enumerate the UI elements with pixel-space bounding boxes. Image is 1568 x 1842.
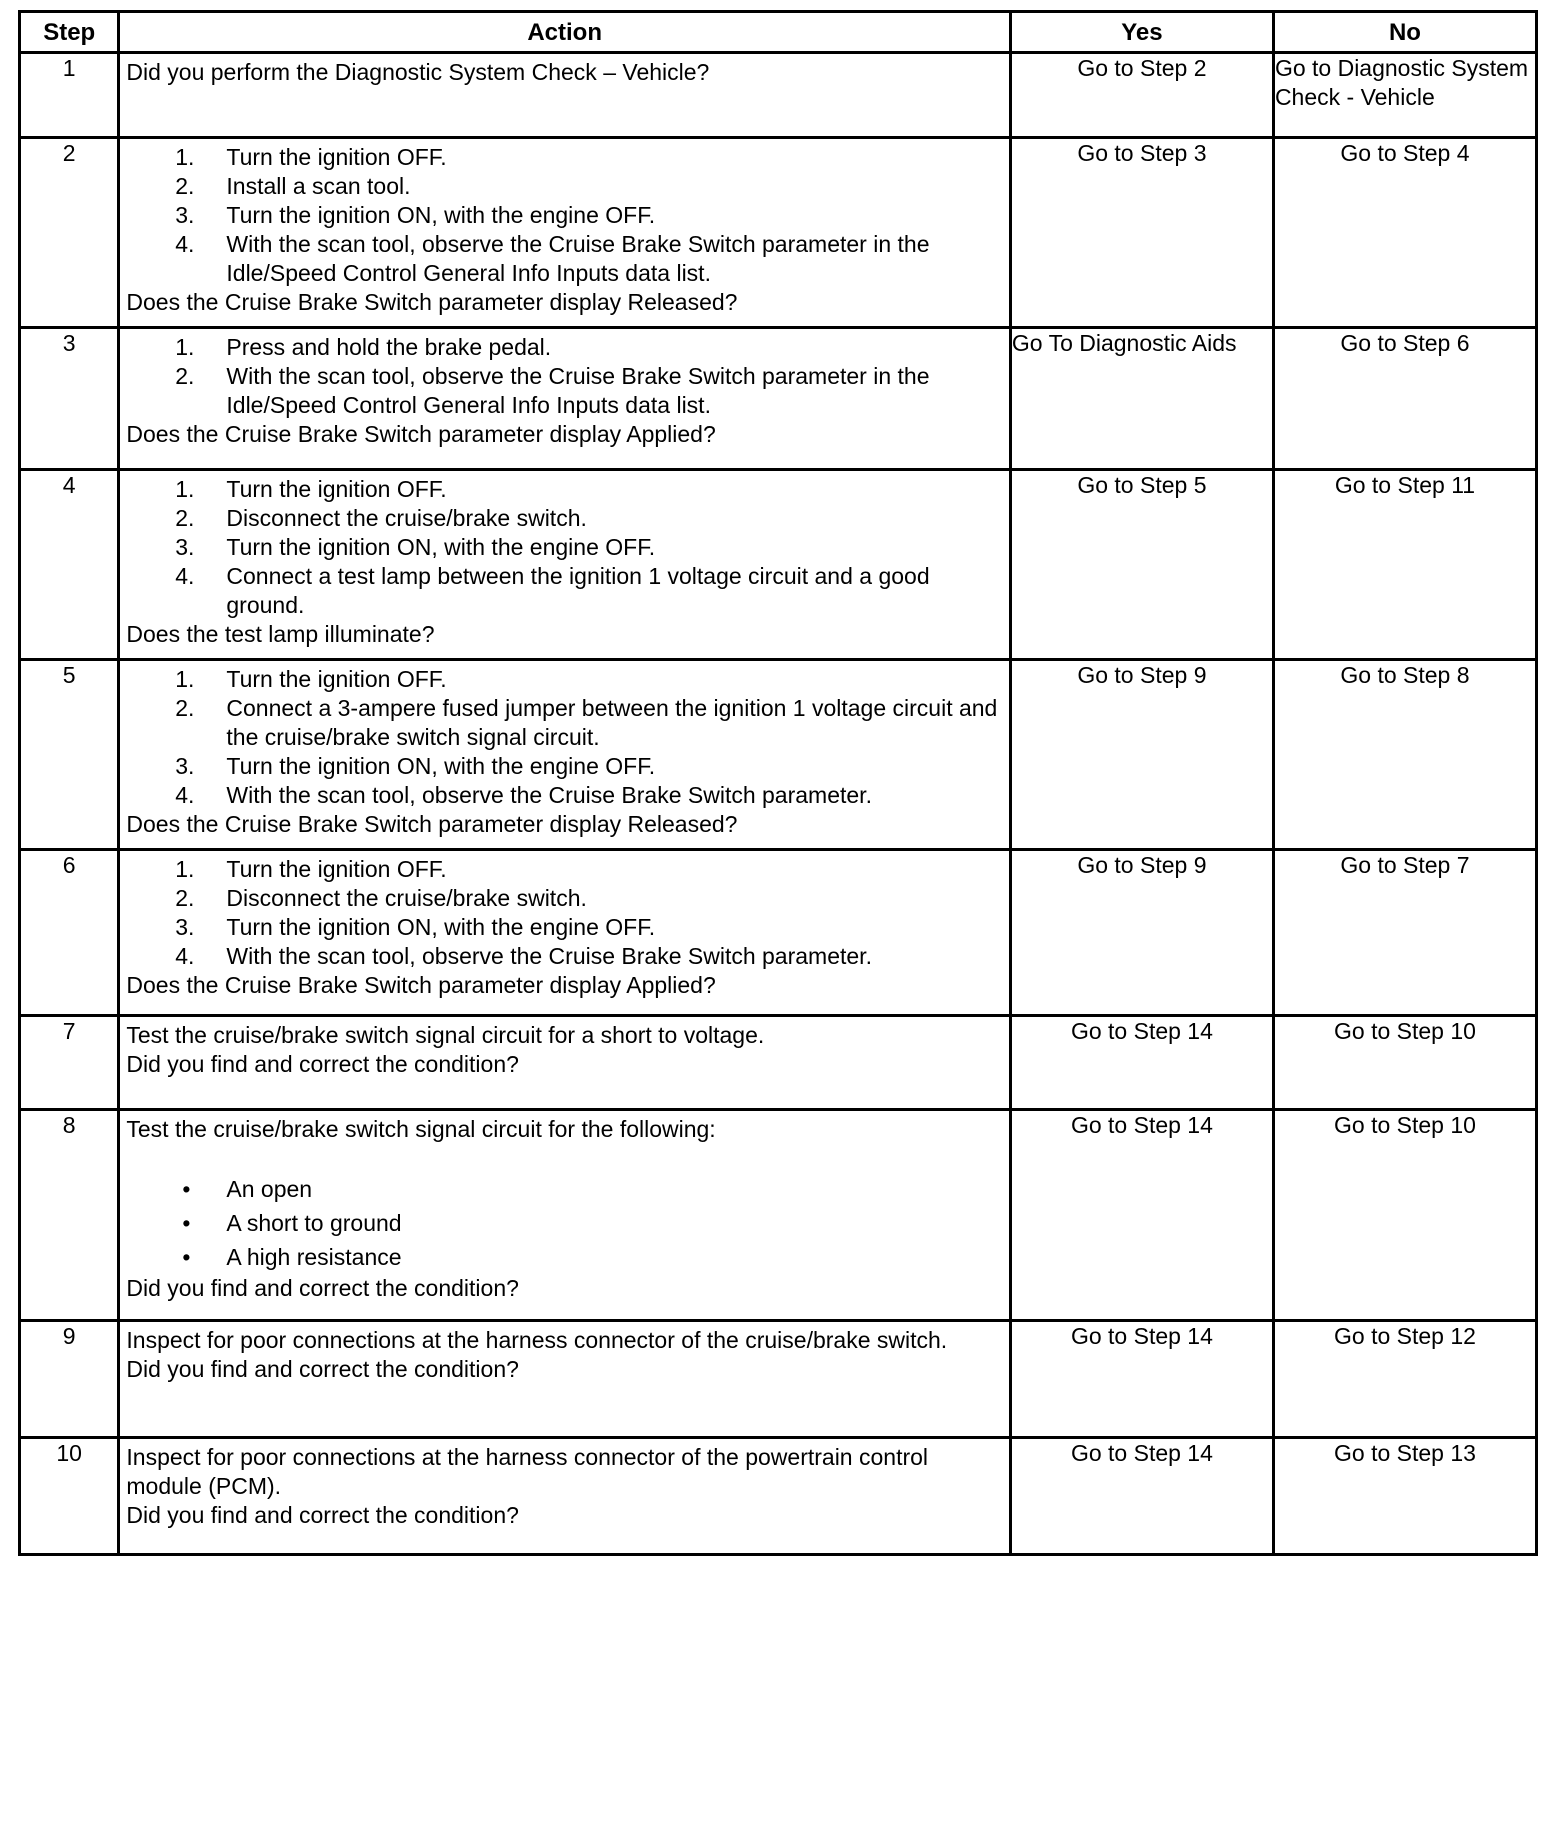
- action-cell: [119, 470, 1011, 660]
- yes-result: Go to Step 9: [1010, 850, 1273, 1016]
- step-number: 6: [20, 850, 119, 1016]
- question-text: Does the Cruise Brake Switch parameter display Applied?: [126, 972, 716, 998]
- action-text: Inspect for poor connections at the harness connector of the powertrain control module (PCM).: [126, 1444, 929, 1499]
- table-row: [20, 1321, 1537, 1438]
- list-item: 1. Press and hold the brake pedal.: [175, 334, 552, 360]
- action-text: Inspect for poor connections at the harness connector of the cruise/brake switch.: [126, 1327, 948, 1353]
- header-no: No: [1273, 12, 1536, 53]
- step-number: 5: [20, 660, 119, 850]
- no-result: Go to Step 4: [1273, 138, 1536, 328]
- list-item: 4. With the scan tool, observe the Cruise Brake Switch parameter.: [175, 782, 872, 808]
- step-number: 2: [20, 138, 119, 328]
- list-item: 2. Connect a 3-ampere fused jumper between the ignition 1 voltage circuit and the cruise/brake switch signal circuit.: [175, 695, 998, 750]
- step-number: 9: [20, 1321, 119, 1438]
- list-item: 1. Turn the ignition OFF.: [175, 144, 447, 170]
- table-row: [20, 138, 1537, 328]
- question-text: Did you find and correct the condition?: [126, 1356, 519, 1382]
- table-row: [20, 1438, 1537, 1555]
- step-number: 3: [20, 328, 119, 470]
- action-cell: [119, 850, 1011, 1016]
- yes-result: Go to Step 14: [1010, 1110, 1273, 1321]
- yes-result: Go to Step 3: [1010, 138, 1273, 328]
- no-result: Go to Step 10: [1273, 1110, 1536, 1321]
- question-text: Does the test lamp illuminate?: [126, 621, 435, 647]
- yes-result: Go to Step 5: [1010, 470, 1273, 660]
- action-cell: [119, 1016, 1011, 1110]
- table-row: [20, 850, 1537, 1016]
- list-item: 2. Disconnect the cruise/brake switch.: [175, 885, 587, 911]
- bullet-icon: •: [182, 1244, 191, 1270]
- list-item: 1. Turn the ignition OFF.: [175, 666, 447, 692]
- table-row: [20, 1016, 1537, 1110]
- no-result: Go to Step 7: [1273, 850, 1536, 1016]
- no-result: Go to Step 6: [1273, 328, 1536, 470]
- question-text: Did you find and correct the condition?: [126, 1275, 519, 1301]
- no-result: Go to Diagnostic System Check - Vehicle: [1273, 53, 1536, 138]
- step-number: 7: [20, 1016, 119, 1110]
- instruction-list: [126, 855, 1003, 971]
- list-item: 3. Turn the ignition ON, with the engine OFF.: [175, 914, 656, 940]
- list-item: 4. With the scan tool, observe the Cruise Brake Switch parameter.: [175, 943, 872, 969]
- question-text: Does the Cruise Brake Switch parameter display Released?: [126, 811, 738, 837]
- question-text: Does the Cruise Brake Switch parameter display Applied?: [126, 421, 716, 447]
- question-text: Did you find and correct the condition?: [126, 1502, 519, 1528]
- action-text: Test the cruise/brake switch signal circuit for the following:: [126, 1116, 716, 1142]
- action-text: Did you perform the Diagnostic System Check – Vehicle?: [126, 59, 710, 85]
- action-text: Test the cruise/brake switch signal circuit for a short to voltage.: [126, 1022, 765, 1048]
- action-cell: [119, 660, 1011, 850]
- list-item: 4. Connect a test lamp between the ignition 1 voltage circuit and a good ground.: [175, 563, 930, 618]
- list-item: 2. With the scan tool, observe the Cruise Brake Switch parameter in the Idle/Speed Control General Info Inputs data list.: [175, 363, 930, 418]
- header-step: Step: [20, 12, 119, 53]
- no-result: Go to Step 13: [1273, 1438, 1536, 1555]
- instruction-list: [126, 143, 1003, 288]
- table-row: [20, 660, 1537, 850]
- list-item: • An open: [126, 1172, 1003, 1206]
- action-cell: [119, 1321, 1011, 1438]
- no-result: Go to Step 12: [1273, 1321, 1536, 1438]
- no-result: Go to Step 11: [1273, 470, 1536, 660]
- header-yes: Yes: [1010, 12, 1273, 53]
- action-cell: [119, 53, 1011, 138]
- no-result: Go to Step 10: [1273, 1016, 1536, 1110]
- header-action: Action: [119, 12, 1011, 53]
- step-number: 8: [20, 1110, 119, 1321]
- action-cell: [119, 1438, 1011, 1555]
- instruction-list: [126, 665, 1003, 810]
- table-row: [20, 328, 1537, 470]
- action-cell: [119, 138, 1011, 328]
- step-number: 4: [20, 470, 119, 660]
- no-result: Go to Step 8: [1273, 660, 1536, 850]
- instruction-list: [126, 475, 1003, 620]
- yes-result: Go To Diagnostic Aids: [1010, 328, 1273, 470]
- header-row: [20, 12, 1537, 53]
- table-row: [20, 1110, 1537, 1321]
- yes-result: Go to Step 2: [1010, 53, 1273, 138]
- bullet-icon: •: [182, 1176, 191, 1202]
- table-row: [20, 470, 1537, 660]
- action-cell: [119, 1110, 1011, 1321]
- list-item: 2. Install a scan tool.: [175, 173, 411, 199]
- list-item: 3. Turn the ignition ON, with the engine OFF.: [175, 534, 656, 560]
- action-cell: [119, 328, 1011, 470]
- yes-result: Go to Step 9: [1010, 660, 1273, 850]
- diagnostic-table: [18, 10, 1538, 1556]
- bullet-list: [126, 1172, 1003, 1274]
- list-item: • A high resistance: [126, 1240, 1003, 1274]
- yes-result: Go to Step 14: [1010, 1016, 1273, 1110]
- table-row: [20, 53, 1537, 138]
- list-item: • A short to ground: [126, 1206, 1003, 1240]
- question-text: Did you find and correct the condition?: [126, 1051, 519, 1077]
- yes-result: Go to Step 14: [1010, 1438, 1273, 1555]
- instruction-list: [126, 333, 1003, 420]
- list-item: 4. With the scan tool, observe the Cruise Brake Switch parameter in the Idle/Speed Control General Info Inputs data list.: [175, 231, 930, 286]
- step-number: 1: [20, 53, 119, 138]
- list-item: 2. Disconnect the cruise/brake switch.: [175, 505, 587, 531]
- step-number: 10: [20, 1438, 119, 1555]
- bullet-icon: •: [182, 1210, 191, 1236]
- yes-result: Go to Step 14: [1010, 1321, 1273, 1438]
- list-item: 1. Turn the ignition OFF.: [175, 476, 447, 502]
- list-item: 3. Turn the ignition ON, with the engine OFF.: [175, 753, 656, 779]
- list-item: 3. Turn the ignition ON, with the engine OFF.: [175, 202, 656, 228]
- list-item: 1. Turn the ignition OFF.: [175, 856, 447, 882]
- question-text: Does the Cruise Brake Switch parameter display Released?: [126, 289, 738, 315]
